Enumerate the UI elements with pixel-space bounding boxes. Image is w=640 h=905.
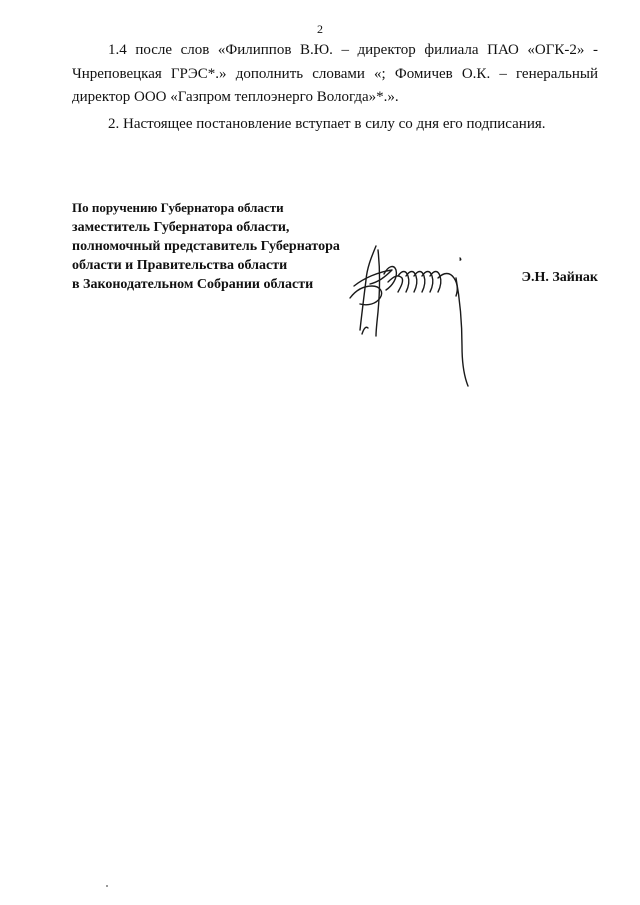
paragraph-amendment: 1.4 после слов «Филиппов В.Ю. – директор филиала ПАО «ОГК-2» - Чнреповецкая ГРЭС*.» дополнить словами «; Фомичев О.К. – генеральный директор ООО «Газпром теплоэнерго Вологда»*.». — [72, 42, 598, 105]
signature-instruction: По поручению Губернатора области — [72, 200, 284, 215]
document-body — [72, 39, 598, 136]
signer-position-line: области и Правительства области — [72, 258, 288, 273]
signer-name: Э.Н. Зайнак — [521, 270, 598, 285]
signer-position-line: полномочный представитель Губернатора — [72, 239, 340, 254]
signer-position-line: заместитель Губернатора области, — [72, 220, 290, 235]
handwritten-signature-icon — [340, 238, 490, 398]
signer-position-line: в Законодательном Собрании области — [72, 277, 314, 292]
paragraph-effective-date: 2. Настоящее постановление вступает в силу со дня его подписания. — [108, 115, 546, 132]
page-number: 2 — [317, 22, 323, 36]
scan-artifact — [106, 885, 108, 887]
signature-block — [72, 200, 598, 294]
